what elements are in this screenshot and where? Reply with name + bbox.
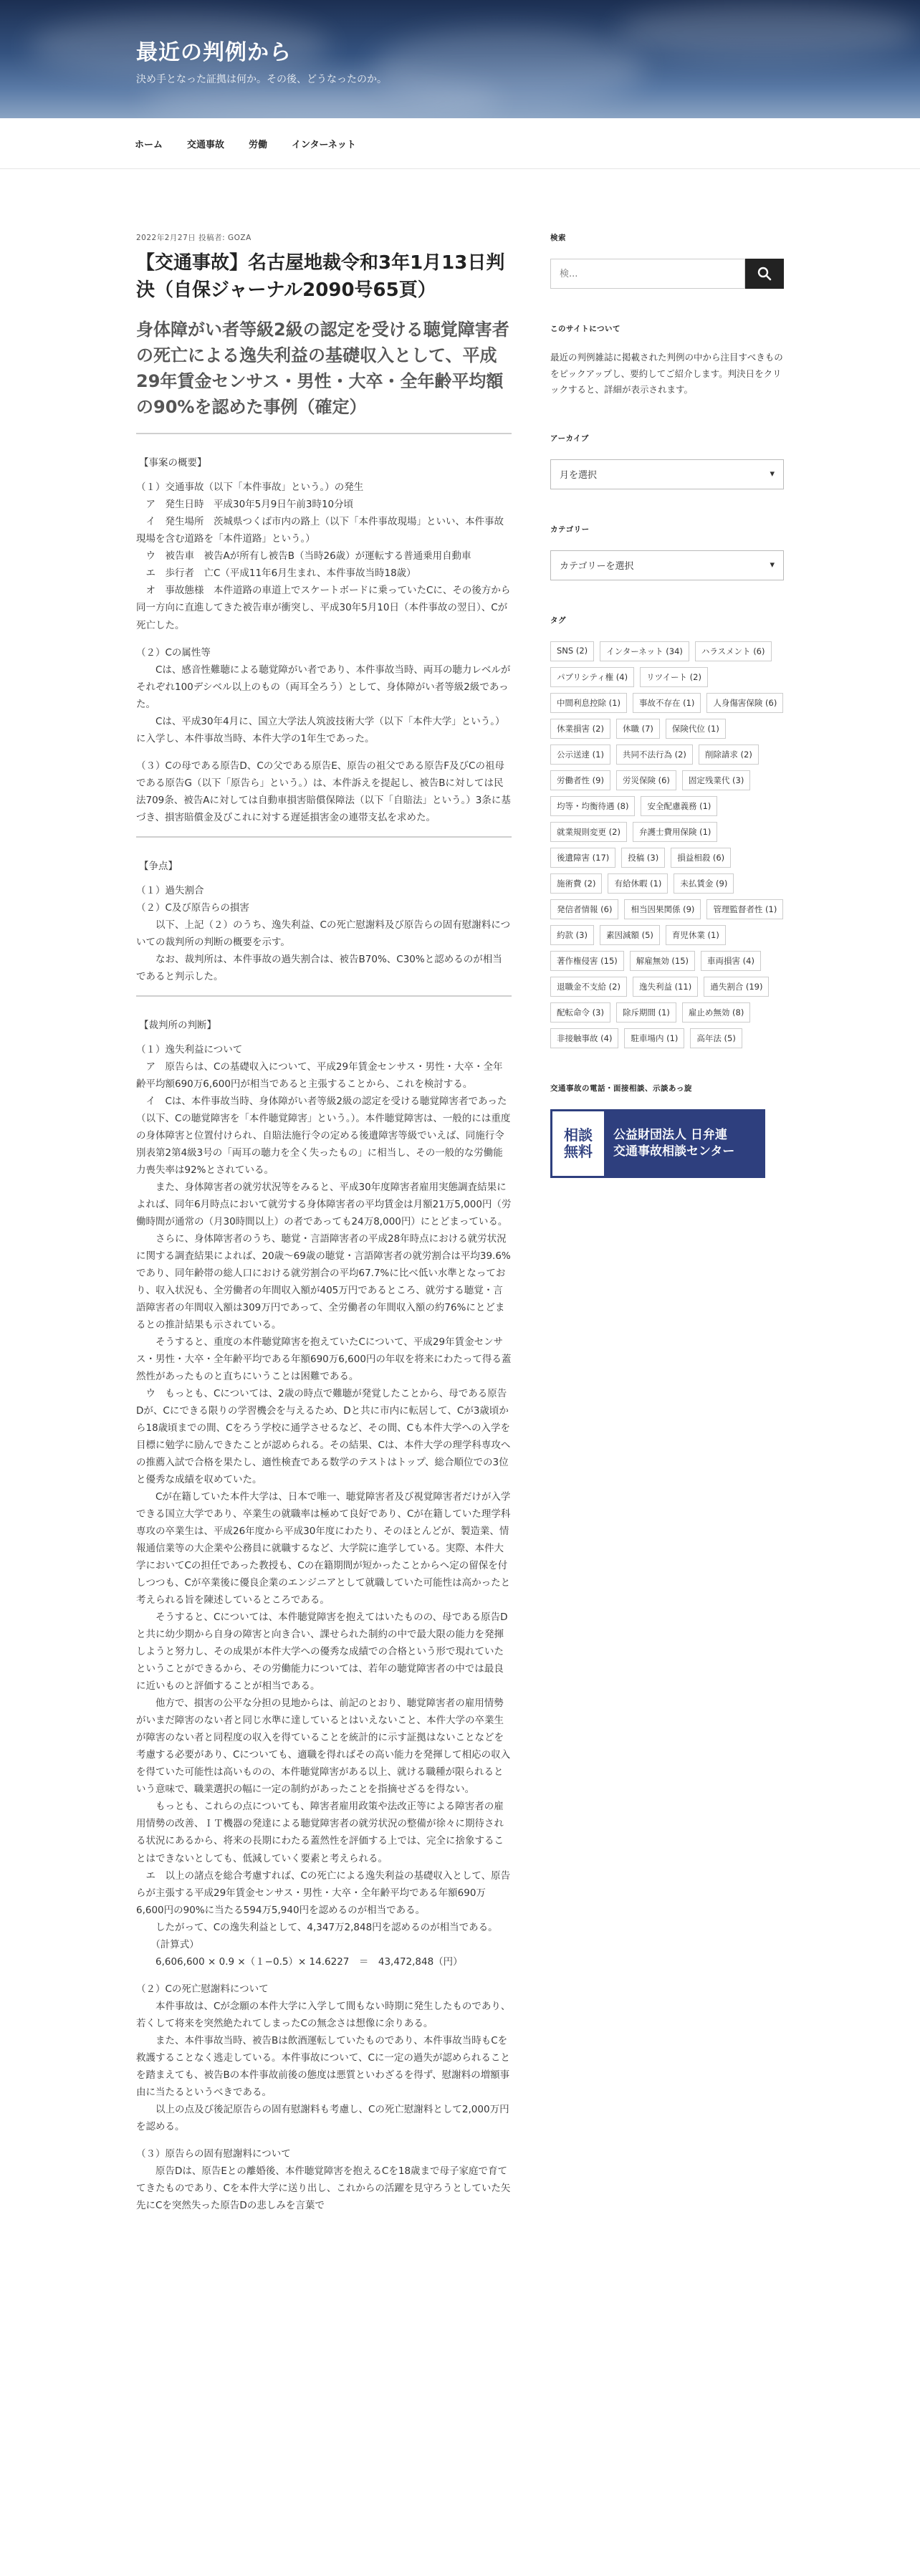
- search-button[interactable]: [745, 259, 784, 289]
- tag-link[interactable]: 休職 (7): [616, 719, 660, 739]
- widget-title-about: このサイトについて: [550, 325, 621, 333]
- tag-link[interactable]: 休業損害 (2): [550, 719, 610, 739]
- body-paragraph: ア 原告らは、Cの基礎収入について、平成29年賃金センサス・男性・大卒・全年齢平均額690万6,600円が相当であると主張することから、これを検討する。: [136, 1060, 503, 1090]
- body-paragraph: また、本件事故当時、被告Bは飲酒運転していたものであり、本件事故当時もCを救護することなく逃走している。本件事故について、Cに一定の過失が認められることを踏まえても、被告Bの本件事故前後の態度は悪質といわざるを得ず、慰謝料の増額事由に当たるというべきである。: [136, 2034, 510, 2098]
- tag-link[interactable]: 逸失利益 (11): [633, 977, 698, 997]
- tag-link[interactable]: 共同不法行為 (2): [616, 744, 693, 765]
- chevron-down-icon: ▾: [770, 560, 775, 570]
- overview-body: [136, 479, 512, 825]
- banner-org-name: [606, 1109, 765, 1178]
- tag-link[interactable]: 除斥期間 (1): [616, 1002, 676, 1023]
- paragraph-spacer: [136, 1971, 512, 1981]
- section-heading-judgment: 【裁判所の判断】: [139, 1019, 216, 1031]
- tag-link[interactable]: 削除請求 (2): [699, 744, 759, 765]
- tag-link[interactable]: 投稿 (3): [621, 848, 665, 868]
- divider: [136, 995, 512, 997]
- tag-link[interactable]: 未払賃金 (9): [674, 873, 734, 894]
- tag-link[interactable]: 弁護士費用保険 (1): [633, 822, 717, 842]
- search-input[interactable]: [550, 259, 745, 289]
- body-paragraph: 他方で、損害の公平な分担の見地からは、前記のとおり、聴覚障害者の雇用情勢がいまだ障害のない者と同じ水準に達しているとはいえないこと、本件大学の卒業生が障害のない者と同程度の収入を得ていることを統計的に示す証拠はないことなどを考慮する必要があり、Cについても、適職を得ればその高い能力を発揮して相応の収入を得ていた可能性は高いものの、本件聴覚障害がある以上、就ける職種が限られるという意味で、職業選択の幅に一定の制約があったことを指摘せざるを得ない。: [136, 1698, 511, 1796]
- widget-title-tags: タグ: [550, 616, 566, 625]
- widget-title-banner: 交通事故の電話・面接相談、示談あっ旋: [550, 1083, 692, 1093]
- about-widget: [550, 323, 784, 398]
- tag-link[interactable]: 車両損害 (4): [701, 951, 761, 971]
- judgment-body: [136, 1041, 512, 2214]
- banner-right-line-1: 公益財団法人 日弁連: [613, 1127, 727, 1142]
- body-paragraph: ウ もっとも、Cについては、2歳の時点で難聴が発覚したことから、母である原告Dが、Cにできる限りの学習機会を与えるため、Dと共に市内に転居して、Cが3歳頃から18歳頃までの間、Cをろう学校に通学させるなど、その間、Cも本件大学への入学を目標に勉学に励んできたことが認められる。その結果、Cは、本件大学の理学科専攻への推薦入試で合格を果たし、適性検査である数学のテストはトップ、総合順位での3位と優秀な成績を収めていた。: [136, 1388, 511, 1486]
- tags-widget: [550, 615, 784, 1048]
- post-subtitle: 身体障がい者等級2級の認定を受ける聴覚障害者の死亡による逸失利益の基礎収入として、平成29年賃金センサス・男性・大卒・全年齢平均額の90%を認めた事例（確定）: [136, 320, 509, 418]
- issues-body: [136, 882, 512, 985]
- body-paragraph: Cが在籍していた本件大学は、日本で唯一、聴覚障害者及び視覚障害者だけが入学できる国立大学であり、卒業生の就職率は極めて良好であり、Cが在籍していた理学科専攻の卒業生は、平成26年度から平成30年度にわたり、そのほとんどが、製造業、情報通信業等の大企業や公務員に就職するなど、大学院に進学している。実際、本件大学においてCの担任であった教授も、Cの在籍期間が短かったことからへ定の留保を付しつつも、Cが卒業後に優良企業のエンジニアとして就職していた可能性は高かったと考えられる旨を陳述しているところである。: [136, 1491, 511, 1607]
- tag-cloud: [550, 641, 784, 1048]
- body-paragraph: （２）C及び原告らの損害: [136, 901, 249, 914]
- tag-link[interactable]: 労働者性 (9): [550, 770, 610, 790]
- tag-link[interactable]: 著作権侵害 (15): [550, 951, 624, 971]
- widget-title-archive: アーカイブ: [550, 434, 589, 443]
- tag-link[interactable]: 高年法 (5): [690, 1028, 742, 1048]
- tag-link[interactable]: 施術費 (2): [550, 873, 602, 894]
- body-paragraph: エ 以上の諸点を総合考慮すれば、Cの死亡による逸失利益の基礎収入として、原告らが主張する平成29年賃金センサス・男性・大卒・全年齢平均である年額690万6,600円の90%に当たる594万5,940円を認めるのが相当である。: [136, 1869, 511, 1916]
- tag-link[interactable]: 約款 (3): [550, 925, 594, 945]
- body-paragraph: （２）Cの死亡慰謝料について: [136, 1983, 269, 1995]
- body-paragraph: また、身体障害者の就労状況等をみると、平成30年度障害者雇用実態調査結果によれば、同年6月時点において就労する身体障害者の平均賃金は月額21万5,000円（労働時間が通常の（月30時間以上）の者であっても24万8,000円）にとどまっている。: [136, 1181, 512, 1227]
- body-paragraph: 原告Dは、原告Eとの離婚後、本件聴覚障害を抱えるCを18歳まで母子家庭で育ててきたものであり、Cを本件大学に送り出し、これからの活躍を見守ろうとしていた矢先にCを突然失った原告Dの悲しみを言葉で: [136, 2165, 511, 2211]
- archive-select[interactable]: [550, 459, 784, 489]
- body-paragraph: オ 事故態様 本件道路の車道上でスケートボードに乗っていたCに、その後方から同一方向に直進してきた被告車が衝突し、平成30年5月10日（本件事故の翌日）、Cが死亡した。: [136, 585, 511, 631]
- tag-link[interactable]: 保険代位 (1): [666, 719, 726, 739]
- body-paragraph: したがって、Cの逸失利益として、4,347万2,848円を認めるのが相当である。: [136, 1921, 498, 1933]
- category-select[interactable]: [550, 550, 784, 580]
- tag-link[interactable]: 中間利息控除 (1): [550, 693, 627, 713]
- nav-item-traffic-accident[interactable]: 交通事故: [187, 139, 225, 150]
- post-article: [136, 232, 512, 2214]
- paragraph-spacer: [136, 2135, 512, 2145]
- tag-link[interactable]: 雇止め無効 (8): [682, 1002, 750, 1023]
- body-paragraph: さらに、身体障害者のうち、聴覚・言語障害者の平成28年時点における就労状況に関する調査結果によれば、20歳〜69歳の聴覚・言語障害者の就労割合は平均39.6%であり、同年齢帯の総人口における就労割合の平均67.7%に比べ低い水準となっており、収入状況も、全労働者の年間収入額が405万円であるところ、就労する聴覚・言語障害者の年間収入額は309万円であって、全労働者の年間収入額の約76%にとどまるとの推計結果も示されている。: [136, 1232, 511, 1331]
- banner-left-line-2: 無料: [564, 1142, 593, 1160]
- body-paragraph: （１）過失割合: [136, 884, 204, 896]
- tag-link[interactable]: パブリシティ権 (4): [550, 667, 634, 687]
- tag-link[interactable]: 駐車場内 (1): [624, 1028, 684, 1048]
- tag-link[interactable]: 退職金不支給 (2): [550, 977, 627, 997]
- banner-right-line-2: 交通事故相談センター: [613, 1144, 735, 1159]
- tag-link[interactable]: 均等・均衡待遇 (8): [550, 796, 635, 816]
- tag-link[interactable]: SNS (2): [550, 641, 594, 661]
- search-widget: [550, 232, 784, 289]
- tag-link[interactable]: 労災保険 (6): [616, 770, 676, 790]
- body-paragraph: なお、裁判所は、本件事故の過失割合は、被告B70%、C30%と認めるのが相当であると判示した。: [136, 953, 502, 982]
- body-paragraph: エ 歩行者 亡C（平成11年6月生まれ、本件事故当時18歳）: [136, 568, 416, 580]
- banner-widget: [550, 1083, 784, 1178]
- body-paragraph: もっとも、これらの点についても、障害者雇用政策や法改正等による障害者の雇用情勢の改善、ＩＴ機器の発達による聴覚障害者の就労状況の整備が徐々に期待される状況にあるから、将来の長期にわたる蓋然性を評価する上では、完全に捨象することはできないとしても、低減していく要素と考えられる。: [136, 1801, 504, 1864]
- body-paragraph: ア 発生日時 平成30年5月9日午前3時10分頃: [136, 499, 354, 511]
- body-paragraph: 以下、上記（２）のうち、逸失利益、Cの死亡慰謝料及び原告らの固有慰謝料についての裁判所の判断の概要を示す。: [136, 919, 511, 948]
- tag-link[interactable]: ハラスメント (6): [695, 641, 772, 661]
- tag-link[interactable]: 就業規則変更 (2): [550, 822, 627, 842]
- about-text: 最近の判例雑誌に掲載された判例の中から注目すべきものをピックアップし、要約してご紹介します。判決日をクリックすると、詳細が表示されます。: [550, 352, 783, 395]
- category-select-value: カテゴリーを選択: [560, 561, 634, 572]
- tag-link[interactable]: 後遺障害 (17): [550, 848, 615, 868]
- main-navigation: [0, 118, 920, 169]
- body-paragraph: そうすると、重度の本件聴覚障害を抱えていたCについて、平成29年賃金センサス・男性・大卒・全年齢平均である年額690万6,600円の年収を将来にわたって得る蓋然性があったものと直ちにいうことは困難である。: [136, 1336, 512, 1383]
- archive-select-value: 月を選択: [560, 470, 598, 481]
- paragraph-spacer: [136, 747, 512, 757]
- tag-link[interactable]: 事故不存在 (1): [633, 693, 701, 713]
- body-paragraph: （計算式）: [136, 1938, 199, 1950]
- tag-link[interactable]: 管理監督者性 (1): [706, 899, 783, 919]
- banner-free-label: [550, 1109, 606, 1178]
- tag-link[interactable]: 相当因果関係 (9): [624, 899, 701, 919]
- tag-link[interactable]: 安全配慮義務 (1): [641, 796, 717, 816]
- divider: [136, 433, 512, 434]
- paragraph-spacer: [136, 634, 512, 644]
- post-title: 【交通事故】名古屋地裁令和3年1月13日判決（自保ジャーナル2090号65頁）: [136, 252, 505, 301]
- tag-link[interactable]: 過失割合 (19): [704, 977, 769, 997]
- tag-link[interactable]: 育児休業 (1): [666, 925, 726, 945]
- body-paragraph: （３）Cの母である原告D、Cの父である原告E、原告の祖父である原告F及びCの祖母である原告G（以下「原告ら」という。）は、本件訴えを提起し、被告Bに対しては民法709条、被告Aに対しては自動車損害賠償保障法（以下「自賠法」という。）3条に基づき、損害賠償金及びこれに対する遅延損害金の連帯支払を求めた。: [136, 760, 511, 823]
- tag-link[interactable]: 損益相殺 (6): [671, 848, 731, 868]
- body-paragraph: （１）逸失利益について: [136, 1043, 243, 1055]
- nav-item-internet[interactable]: インターネット: [292, 139, 356, 150]
- section-heading-issues: 【争点】: [139, 860, 178, 872]
- widget-title-search: 検索: [550, 234, 566, 242]
- body-paragraph: （３）原告らの固有慰謝料について: [136, 2148, 291, 2160]
- site-branding: [136, 34, 387, 86]
- body-paragraph: イ 発生場所 茨城県つくば市内の路上（以下「本件事故現場」といい、本件事故現場を含む道路を「本件道路」という。）: [136, 516, 504, 545]
- tag-link[interactable]: 素因減額 (5): [600, 925, 660, 945]
- widget-title-category: カテゴリー: [550, 525, 590, 534]
- tag-link[interactable]: 配転命令 (3): [550, 1002, 610, 1023]
- tag-link[interactable]: 公示送達 (1): [550, 744, 610, 765]
- banner-left-line-1: 相談: [564, 1126, 593, 1144]
- tag-link[interactable]: リツイート (2): [640, 667, 708, 687]
- category-widget: [550, 524, 784, 580]
- section-heading-overview: 【事案の概要】: [139, 457, 207, 469]
- archive-widget: [550, 433, 784, 489]
- tag-link[interactable]: 固定残業代 (3): [682, 770, 750, 790]
- chevron-down-icon: ▾: [770, 469, 775, 479]
- tag-link[interactable]: インターネット (34): [600, 641, 689, 661]
- body-paragraph: そうすると、Cについては、本件聴覚障害を抱えてはいたものの、母である原告Dと共に幼少期から自身の障害と向き合い、課せられた制約の中で最大限の能力を発揮しようと努力し、その成果が本件大学への優秀な成績での合格という形で現れていたということができるから、その労働能力については、若年の聴覚障害者の中では最良に近いものと評価することが相当である。: [136, 1612, 508, 1692]
- site-header: [0, 0, 920, 118]
- body-paragraph: ウ 被告車 被告Aが所有し被告B（当時26歳）が運転する普通乗用自動車: [136, 550, 471, 562]
- site-description: 決め手となった証拠は何か。その後、どうなったのか。: [136, 74, 387, 85]
- sidebar: [550, 232, 784, 1212]
- body-paragraph: 本件事故は、Cが念願の本件大学に入学して間もない時期に発生したものであり、若くして将来を突然絶たれてしまったCの無念さは想像に余りある。: [136, 2000, 511, 2029]
- body-paragraph: Cは、平成30年4月に、国立大学法人筑波技術大学（以下「本件大学」という。）に入学し、本件事故当時、本件大学の1年生であった。: [136, 715, 505, 744]
- body-paragraph: 6,606,600 × 0.9 ×（１−0.5）× 14.6227 ＝ 43,472,848（円）: [136, 1955, 463, 1968]
- tag-link[interactable]: 人身傷害保険 (6): [706, 693, 783, 713]
- tag-link[interactable]: 解雇無効 (15): [630, 951, 695, 971]
- post-meta: 2022年2月27日 投稿者: GOZA: [136, 234, 251, 242]
- body-paragraph: Cは、感音性難聴による聴覚障がい者であり、本件事故当時、両耳の聴力レベルがそれぞれ100デシベル以上のもの（両耳全ろう）として、身体障がい者等級2級であった。: [136, 664, 511, 710]
- search-icon: [757, 267, 772, 281]
- divider: [136, 836, 512, 838]
- consultation-center-banner[interactable]: [550, 1109, 765, 1178]
- nav-item-labor[interactable]: 労働: [249, 139, 268, 150]
- body-paragraph: イ Cは、本件事故当時、身体障がい者等級2級の認定を受ける聴覚障害者であった（以下、Cの聴覚障害を「本件聴覚障害」という。）。本件聴覚障害は、一般的には重度の身体障害と位置付けられ、自賠法施行令の定める後遺障害等級でいえば、同施行令別表第2第4級3号の「両耳の聴力を全く失ったもの」に相当し、その一般的な労働能力喪失率は92%とされている。: [136, 1095, 511, 1176]
- tag-link[interactable]: 有給休暇 (1): [608, 873, 668, 894]
- tag-link[interactable]: 発信者情報 (6): [550, 899, 618, 919]
- body-paragraph: 以上の点及び後記原告らの固有慰謝料も考慮し、Cの死亡慰謝料として2,000万円を認める。: [136, 2103, 509, 2132]
- site-title-link[interactable]: 最近の判例から: [136, 40, 292, 65]
- tag-link[interactable]: 非接触事故 (4): [550, 1028, 618, 1048]
- nav-item-home[interactable]: ホーム: [135, 139, 163, 150]
- body-paragraph: （２）Cの属性等: [136, 646, 211, 659]
- body-paragraph: （１）交通事故（以下「本件事故」という。）の発生: [136, 482, 364, 494]
